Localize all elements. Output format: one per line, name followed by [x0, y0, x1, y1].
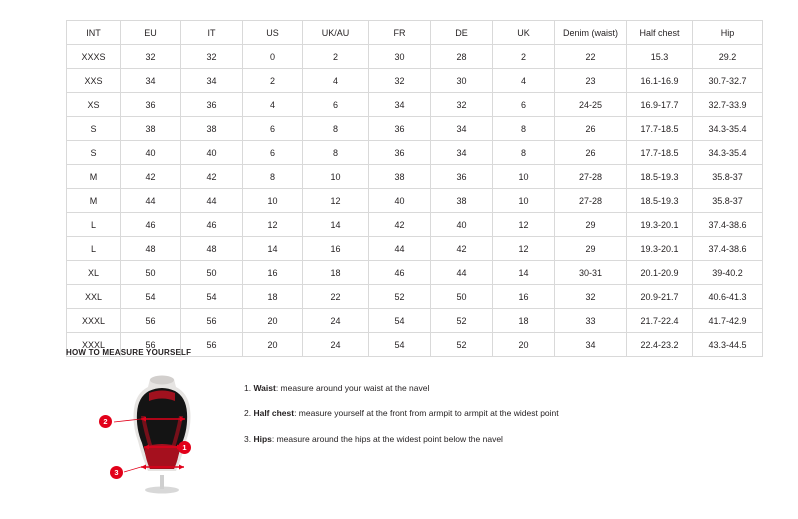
table-cell: 44 [181, 189, 243, 213]
table-cell: 36 [369, 117, 431, 141]
table-row [67, 189, 763, 213]
table-cell: 27-28 [555, 189, 627, 213]
measure-badge-1: 1 [178, 441, 191, 454]
table-cell: 19.3-20.1 [627, 213, 693, 237]
table-cell: M [67, 189, 121, 213]
table-row [67, 213, 763, 237]
table-cell: 30 [431, 69, 493, 93]
table-header-cell: Half chest [627, 21, 693, 45]
table-cell: 22 [303, 285, 369, 309]
measure-instruction-text: : measure around your waist at the navel [275, 383, 430, 393]
table-cell: 18 [493, 309, 555, 333]
table-cell: 50 [121, 261, 181, 285]
table-cell: 2 [493, 45, 555, 69]
table-cell: 38 [121, 117, 181, 141]
table-cell: 16 [303, 237, 369, 261]
table-cell: 43.3-44.5 [693, 333, 763, 357]
table-cell: 12 [243, 213, 303, 237]
table-cell: 8 [303, 141, 369, 165]
table-cell: 6 [243, 141, 303, 165]
table-cell: 40 [181, 141, 243, 165]
table-row [67, 261, 763, 285]
table-cell: 35.8-37 [693, 189, 763, 213]
table-row [67, 285, 763, 309]
table-cell: 36 [369, 141, 431, 165]
table-cell: 38 [369, 165, 431, 189]
table-cell: 6 [243, 117, 303, 141]
table-cell: 26 [555, 117, 627, 141]
table-cell: 4 [303, 69, 369, 93]
table-cell: 16.9-17.7 [627, 93, 693, 117]
table-cell: 32 [369, 69, 431, 93]
measure-badge-2: 2 [99, 415, 112, 428]
table-cell: 36 [121, 93, 181, 117]
table-cell: 34 [121, 69, 181, 93]
table-cell: 54 [121, 285, 181, 309]
measure-instruction-term: Hips [253, 433, 272, 444]
table-row [67, 69, 763, 93]
table-cell: 32 [121, 45, 181, 69]
table-cell: 52 [431, 333, 493, 357]
table-header-cell: INT [67, 21, 121, 45]
table-cell: 29.2 [693, 45, 763, 69]
table-cell: 26 [555, 141, 627, 165]
table-header-cell: Denim (waist) [555, 21, 627, 45]
table-cell: 40 [431, 213, 493, 237]
table-row [67, 45, 763, 69]
table-header-cell: IT [181, 21, 243, 45]
table-cell: 54 [181, 285, 243, 309]
table-cell: 30.7-32.7 [693, 69, 763, 93]
measure-instruction-number: 3. [244, 433, 254, 444]
table-cell: 42 [431, 237, 493, 261]
mannequin-figure [96, 371, 226, 496]
measure-instruction-term: Half chest [253, 408, 295, 419]
table-cell: 29 [555, 213, 627, 237]
table-cell: 12 [493, 237, 555, 261]
table-cell: 32.7-33.9 [693, 93, 763, 117]
how-to-measure-title: HOW TO MEASURE YOURSELF [66, 348, 192, 357]
table-cell: 20 [243, 333, 303, 357]
table-cell: 54 [369, 309, 431, 333]
how-to-measure-body [66, 371, 766, 496]
table-cell: 44 [369, 237, 431, 261]
table-cell: 34.3-35.4 [693, 141, 763, 165]
measure-instruction-number: 1. [244, 383, 254, 393]
table-cell: 32 [431, 93, 493, 117]
table-cell: 8 [243, 165, 303, 189]
table-cell: 24 [303, 309, 369, 333]
table-cell: 56 [181, 309, 243, 333]
table-cell: 21.7-22.4 [627, 309, 693, 333]
size-chart-container [66, 20, 747, 357]
table-cell: XXXL [67, 309, 121, 333]
table-cell: 50 [181, 261, 243, 285]
how-to-measure-section [66, 348, 766, 496]
table-cell: 29 [555, 237, 627, 261]
table-cell: 28 [431, 45, 493, 69]
table-cell: 30-31 [555, 261, 627, 285]
table-cell: 16 [493, 285, 555, 309]
table-cell: 12 [493, 213, 555, 237]
measure-instruction-term: Waist [253, 383, 276, 393]
table-cell: 46 [369, 261, 431, 285]
table-cell: 20.9-21.7 [627, 285, 693, 309]
table-cell: 42 [181, 165, 243, 189]
table-cell: 40 [121, 141, 181, 165]
measure-instruction [244, 434, 766, 445]
table-cell: 15.3 [627, 45, 693, 69]
table-cell: 40 [369, 189, 431, 213]
table-row [67, 237, 763, 261]
measure-badge-3: 3 [110, 466, 123, 479]
table-header-row [67, 21, 763, 45]
table-cell: 8 [493, 141, 555, 165]
table-cell: XXS [67, 69, 121, 93]
table-cell: 34 [431, 117, 493, 141]
table-cell: 40.6-41.3 [693, 285, 763, 309]
measure-instructions [244, 371, 766, 459]
table-header-cell: UK [493, 21, 555, 45]
table-cell: 46 [121, 213, 181, 237]
table-cell: 22.4-23.2 [627, 333, 693, 357]
table-cell: 34.3-35.4 [693, 117, 763, 141]
table-cell: 56 [121, 333, 181, 357]
table-cell: M [67, 165, 121, 189]
measure-instruction-number: 2. [244, 408, 254, 419]
table-row [67, 141, 763, 165]
table-cell: 35.8-37 [693, 165, 763, 189]
table-cell: 14 [243, 237, 303, 261]
table-cell: 16 [243, 261, 303, 285]
table-cell: 24-25 [555, 93, 627, 117]
table-header-cell: US [243, 21, 303, 45]
table-cell: 14 [493, 261, 555, 285]
table-cell: 17.7-18.5 [627, 117, 693, 141]
table-cell: 34 [369, 93, 431, 117]
table-cell: 19.3-20.1 [627, 237, 693, 261]
table-cell: 10 [493, 165, 555, 189]
table-cell: 56 [121, 309, 181, 333]
table-cell: 18 [303, 261, 369, 285]
table-cell: 46 [181, 213, 243, 237]
table-row [67, 93, 763, 117]
table-cell: 37.4-38.6 [693, 213, 763, 237]
table-cell: L [67, 237, 121, 261]
table-cell: XXL [67, 285, 121, 309]
table-cell: 42 [121, 165, 181, 189]
table-body [67, 45, 763, 357]
measure-instruction-text: : measure yourself at the front from armpit to armpit at the widest point [294, 408, 559, 419]
table-cell: 8 [303, 117, 369, 141]
size-chart-table [66, 20, 763, 357]
table-cell: 6 [493, 93, 555, 117]
table-cell: 12 [303, 189, 369, 213]
table-cell: 20 [493, 333, 555, 357]
table-cell: XL [67, 261, 121, 285]
table-header-cell: EU [121, 21, 181, 45]
table-cell: 41.7-42.9 [693, 309, 763, 333]
table-header-cell: DE [431, 21, 493, 45]
table-cell: 44 [431, 261, 493, 285]
table-cell: 23 [555, 69, 627, 93]
table-cell: 32 [555, 285, 627, 309]
table-cell: 20.1-20.9 [627, 261, 693, 285]
table-cell: 30 [369, 45, 431, 69]
table-cell: 50 [431, 285, 493, 309]
table-cell: 16.1-16.9 [627, 69, 693, 93]
table-cell: 36 [431, 165, 493, 189]
table-cell: 48 [121, 237, 181, 261]
table-cell: 38 [431, 189, 493, 213]
table-cell: 42 [369, 213, 431, 237]
table-cell: 22 [555, 45, 627, 69]
table-cell: XXXL [67, 333, 121, 357]
table-cell: 56 [181, 333, 243, 357]
table-header-cell: UK/AU [303, 21, 369, 45]
table-cell: 4 [493, 69, 555, 93]
table-cell: 44 [121, 189, 181, 213]
table-cell: 18 [243, 285, 303, 309]
table-cell: 39-40.2 [693, 261, 763, 285]
table-cell: 54 [369, 333, 431, 357]
table-cell: 10 [493, 189, 555, 213]
table-cell: 2 [243, 69, 303, 93]
table-cell: 34 [555, 333, 627, 357]
table-cell: 20 [243, 309, 303, 333]
table-header-cell: Hip [693, 21, 763, 45]
table-cell: XS [67, 93, 121, 117]
table-cell: 10 [243, 189, 303, 213]
table-header-cell: FR [369, 21, 431, 45]
table-cell: L [67, 213, 121, 237]
table-cell: 18.5-19.3 [627, 165, 693, 189]
table-cell: S [67, 117, 121, 141]
table-cell: 38 [181, 117, 243, 141]
table-cell: 48 [181, 237, 243, 261]
table-row [67, 165, 763, 189]
table-cell: 37.4-38.6 [693, 237, 763, 261]
table-row [67, 309, 763, 333]
table-cell: 10 [303, 165, 369, 189]
table-cell: 8 [493, 117, 555, 141]
measure-instruction [244, 408, 766, 419]
table-cell: 52 [431, 309, 493, 333]
table-cell: 18.5-19.3 [627, 189, 693, 213]
table-cell: 6 [303, 93, 369, 117]
measure-instruction-text: : measure around the hips at the widest point below the navel [271, 433, 503, 444]
table-cell: 34 [181, 69, 243, 93]
table-cell: 52 [369, 285, 431, 309]
table-cell: 27-28 [555, 165, 627, 189]
table-cell: 14 [303, 213, 369, 237]
table-cell: 17.7-18.5 [627, 141, 693, 165]
table-cell: 0 [243, 45, 303, 69]
table-cell: 2 [303, 45, 369, 69]
table-row [67, 117, 763, 141]
table-cell: S [67, 141, 121, 165]
table-cell: 4 [243, 93, 303, 117]
measure-instruction [244, 383, 766, 394]
table-cell: 24 [303, 333, 369, 357]
table-cell: 32 [181, 45, 243, 69]
table-cell: XXXS [67, 45, 121, 69]
table-cell: 36 [181, 93, 243, 117]
table-cell: 33 [555, 309, 627, 333]
table-cell: 34 [431, 141, 493, 165]
